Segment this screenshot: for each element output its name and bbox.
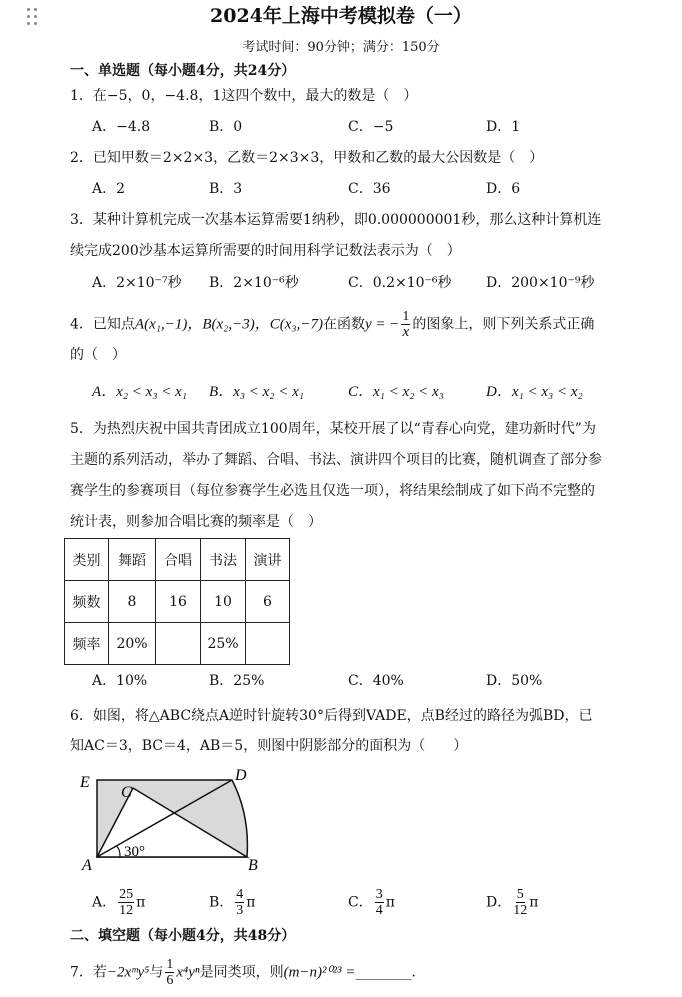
- question-6-cont: 知AC＝3，BC＝4，AB＝5，则图中阴影部分的面积为（ ）: [70, 738, 468, 754]
- table-row: [65, 581, 290, 623]
- denominator: 4: [375, 903, 383, 918]
- option-c[interactable]: C．0.2×10⁻⁶秒: [348, 275, 452, 291]
- numerator: 5: [516, 887, 524, 902]
- option-b[interactable]: B．25%: [209, 673, 265, 689]
- section-heading: 二、填空题（每小题4分，共48分）: [70, 928, 296, 944]
- option-label: D．: [486, 894, 512, 911]
- question-3-cont: 续完成200沙基本运算所需要的时间用科学记数法表示为（ ）: [70, 243, 461, 259]
- q4-suffix: 的图象上，则下列关系式正确: [412, 316, 595, 333]
- q7-expression: (m−n)²⁰²³ =: [283, 964, 356, 981]
- option-a[interactable]: A．10%: [92, 673, 148, 689]
- option-c[interactable]: C．−5: [348, 119, 394, 135]
- table-cell: 舞蹈: [109, 539, 156, 581]
- label-a: A: [82, 857, 92, 874]
- option-b[interactable]: B．3: [209, 181, 243, 197]
- question-5-cont: 统计表，则参加合唱比赛的频率是（ ）: [70, 514, 322, 530]
- option-b[interactable]: B．0: [209, 119, 243, 135]
- option-d[interactable]: D．x₁ < x₃ < x₂: [486, 384, 583, 400]
- table-row: [65, 623, 290, 665]
- table-cell: 类别: [65, 539, 109, 581]
- rotation-figure: [70, 760, 270, 880]
- option-c[interactable]: C．36: [348, 181, 391, 197]
- option-c[interactable]: C．x₁ < x₂ < x₃: [348, 384, 444, 400]
- numerator: 4: [236, 887, 244, 902]
- question-4-cont: 的（ ）: [70, 347, 126, 363]
- option-label: B．: [209, 894, 234, 911]
- pi-symbol: π: [385, 894, 395, 911]
- answer-blank[interactable]: ________．: [355, 964, 426, 981]
- fraction: [118, 887, 134, 918]
- fraction: [375, 887, 384, 918]
- option-d[interactable]: D．200×10⁻⁹秒: [486, 275, 595, 291]
- question-3: 3．某种计算机完成一次基本运算需要1纳秒，即0.000000001秒，那么这种计算机连: [70, 212, 602, 228]
- fraction: [513, 887, 527, 918]
- q4-points: A(x₁,−1)，B(x₂,−3)，C(x₃,−7): [134, 316, 323, 333]
- q7-mid2: 是同类项，则: [199, 964, 284, 981]
- table-cell: [156, 623, 201, 665]
- question-1: 1．在−5，0，−4.8，1这四个数中，最大的数是（ ）: [70, 88, 418, 104]
- q7-prefix: 7．若: [70, 964, 107, 981]
- option-c[interactable]: C．40%: [348, 673, 404, 689]
- table-row: [65, 539, 290, 581]
- denominator: 3: [236, 903, 244, 918]
- fraction: [401, 309, 410, 340]
- table-cell: 合唱: [156, 539, 201, 581]
- q7-mid: 与: [149, 964, 164, 981]
- table-cell: 演讲: [246, 539, 290, 581]
- table-cell: 频数: [65, 581, 109, 623]
- fraction: [235, 887, 244, 918]
- numerator: 25: [119, 887, 134, 902]
- numerator: 3: [375, 887, 383, 902]
- option-d[interactable]: D．1: [486, 119, 521, 135]
- table-cell: 20%: [109, 623, 156, 665]
- option-d[interactable]: D．50%: [486, 673, 543, 689]
- denominator: 12: [513, 903, 528, 918]
- question-4: [70, 309, 594, 340]
- option-a[interactable]: A．2×10⁻⁷秒: [92, 275, 182, 291]
- option-c[interactable]: [348, 887, 395, 918]
- option-a[interactable]: A．−4.8: [92, 119, 151, 135]
- table-cell: 25%: [201, 623, 246, 665]
- numerator: 1: [166, 957, 174, 972]
- table-cell: 频率: [65, 623, 109, 665]
- label-e: E: [80, 774, 90, 791]
- option-a[interactable]: A．2: [92, 181, 126, 197]
- angle-label: 30°: [124, 844, 145, 860]
- q7-term2: x⁴yⁿ: [176, 964, 200, 981]
- option-label: C．: [348, 894, 373, 911]
- table-cell: 6: [246, 581, 290, 623]
- statistics-table: [64, 538, 290, 665]
- option-b[interactable]: B．x₃ < x₂ < x₁: [209, 384, 305, 400]
- question-5-cont: 赛学生的参赛项目（每位参赛学生必选且仅选一项），将结果绘制成了如下尚不完整的: [70, 483, 595, 499]
- table-cell: 书法: [201, 539, 246, 581]
- label-b: B: [248, 857, 258, 874]
- pi-symbol: π: [136, 894, 146, 911]
- question-2: 2．已知甲数＝2×2×3，乙数＝2×3×3，甲数和乙数的最大公因数是（ ）: [70, 150, 544, 166]
- question-5-cont: 主题的系列活动，举办了舞蹈、合唱、书法、演讲四个项目的比赛，随机调查了部分参: [70, 452, 602, 468]
- option-label: A．: [92, 894, 117, 911]
- pi-symbol: π: [246, 894, 256, 911]
- denominator: x: [402, 324, 410, 340]
- option-d[interactable]: [486, 887, 538, 918]
- label-c: C: [121, 784, 132, 801]
- table-cell: 10: [201, 581, 246, 623]
- pi-symbol: π: [529, 894, 539, 911]
- section-heading: 一、单选题（每小题4分，共24分）: [70, 63, 296, 79]
- option-a[interactable]: A．x₂ < x₃ < x₁: [92, 384, 188, 400]
- question-5: 5．为热烈庆祝中国共青团成立100周年，某校开展了以“青春心向党，建功新时代”为: [70, 421, 596, 437]
- option-a[interactable]: [92, 887, 145, 918]
- table-cell: 8: [109, 581, 156, 623]
- question-6: 6．如图，将△ABC绕点A逆时针旋转30°后得到VADE，点B经过的路径为弧BD，已: [70, 708, 593, 724]
- q4-mid: 在函数: [322, 316, 365, 333]
- denominator: 6: [166, 973, 174, 988]
- page-title: 2024年上海中考模拟卷（一）: [210, 5, 472, 27]
- denominator: 12: [119, 903, 134, 918]
- exam-info: 考试时间：90分钟；满分：150分: [242, 40, 440, 55]
- question-7: [70, 957, 425, 988]
- label-d: D: [235, 767, 247, 784]
- q4-func: y = −: [364, 316, 400, 333]
- q7-term1: −2xᵐy⁵: [106, 964, 150, 981]
- option-d[interactable]: D．6: [486, 181, 521, 197]
- numerator: 1: [402, 309, 410, 324]
- table-cell: 16: [156, 581, 201, 623]
- table-cell: [246, 623, 290, 665]
- q4-prefix: 4．已知点: [70, 316, 135, 333]
- fraction: [165, 957, 174, 988]
- option-b[interactable]: [209, 887, 256, 918]
- option-b[interactable]: B．2×10⁻⁶秒: [209, 275, 299, 291]
